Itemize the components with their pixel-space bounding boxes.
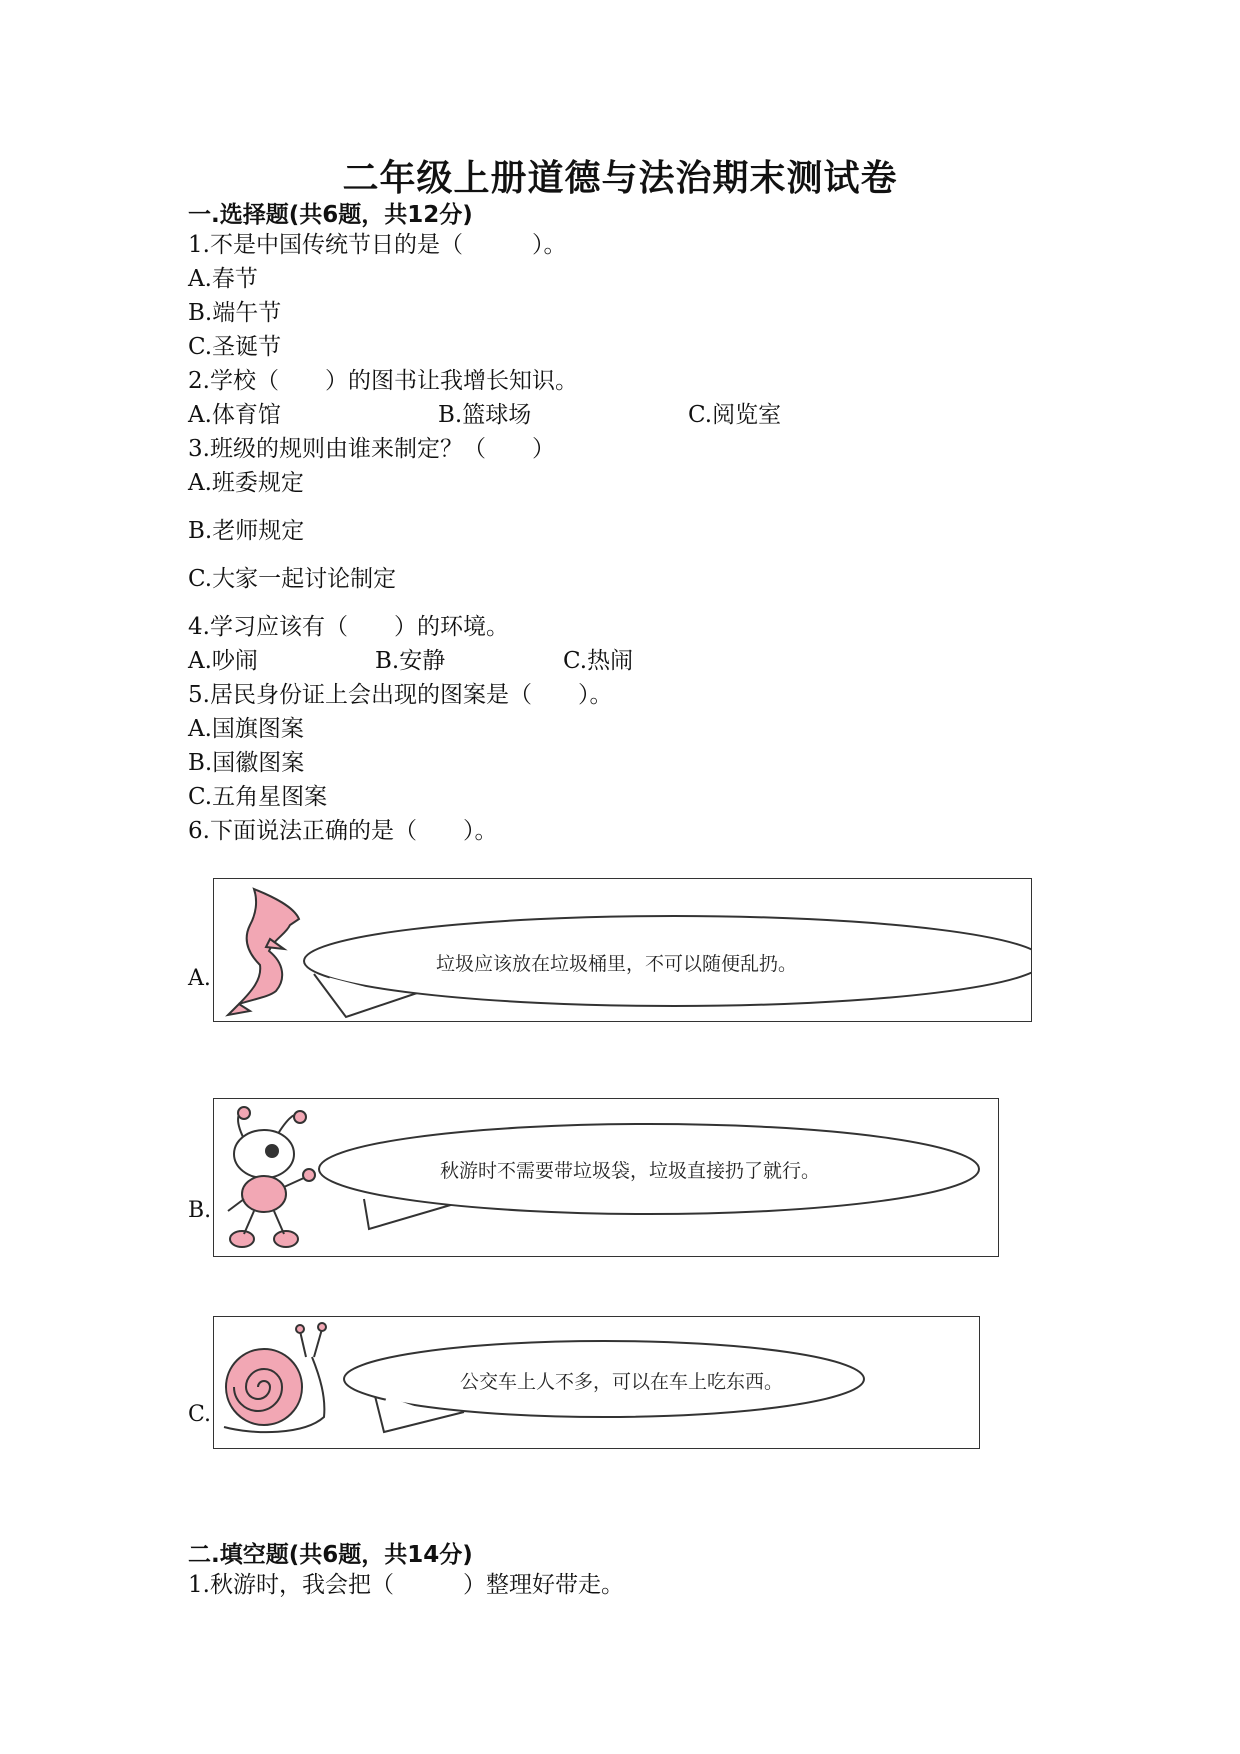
question-3-option-a: A.班委规定: [188, 470, 304, 496]
question-6-option-c-label: C.: [188, 1402, 212, 1427]
question-3-option-c: C.大家一起讨论制定: [188, 566, 397, 592]
question-4-option-b: B.安静: [375, 648, 446, 674]
section-heading-fill-blank: 二.填空题(共6题，共14分): [188, 1542, 473, 1568]
question-3-stem: 3.班级的规则由谁来制定？（ ）: [188, 436, 555, 462]
speech-bubble-b-text: 秋游时不需要带垃圾袋，垃圾直接扔了就行。: [440, 1160, 821, 1182]
question-2-option-c: C.阅览室: [688, 402, 782, 428]
speech-bubble-c-text: 公交车上人不多，可以在车上吃东西。: [460, 1371, 784, 1393]
ant-icon: [228, 1107, 315, 1247]
question-5-stem: 5.居民身份证上会出现的图案是（ ）。: [188, 682, 613, 708]
question-5-option-c: C.五角星图案: [188, 784, 328, 810]
question-5-option-a: A.国旗图案: [188, 716, 304, 742]
question-4-stem: 4.学习应该有（ ）的环境。: [188, 614, 509, 640]
question-2-option-a: A.体育馆: [188, 402, 281, 428]
speech-bubble-a-text: 垃圾应该放在垃圾桶里，不可以随便乱扔。: [436, 953, 798, 975]
question-6-option-c-image: [213, 1316, 980, 1449]
question-1-option-b: B.端午节: [188, 300, 282, 326]
question-6-option-a-image: [213, 878, 1032, 1022]
question-6-stem: 6.下面说法正确的是（ ）。: [188, 818, 498, 844]
fill-question-1-stem: 1.秋游时，我会把（ ）整理好带走。: [188, 1572, 624, 1598]
question-2-option-b: B.篮球场: [438, 402, 532, 428]
question-4-option-c: C.热闹: [563, 648, 634, 674]
question-4-option-a: A.吵闹: [188, 648, 258, 674]
dolphin-icon: [228, 889, 299, 1015]
question-3-option-b: B.老师规定: [188, 518, 305, 544]
snail-icon: [224, 1323, 326, 1432]
question-6-option-b-image: [213, 1098, 999, 1257]
question-1-stem: 1.不是中国传统节日的是（ ）。: [188, 232, 567, 258]
question-1-option-c: C.圣诞节: [188, 334, 282, 360]
section-heading-choice: 一.选择题(共6题，共12分): [188, 202, 473, 228]
question-6-option-a-label: A.: [188, 966, 211, 991]
question-1-option-a: A.春节: [188, 266, 258, 292]
question-2-stem: 2.学校（ ）的图书让我增长知识。: [188, 368, 578, 394]
question-5-option-b: B.国徽图案: [188, 750, 305, 776]
question-6-option-b-label: B.: [188, 1198, 212, 1223]
page-title: 二年级上册道德与法治期末测试卷: [342, 158, 898, 199]
